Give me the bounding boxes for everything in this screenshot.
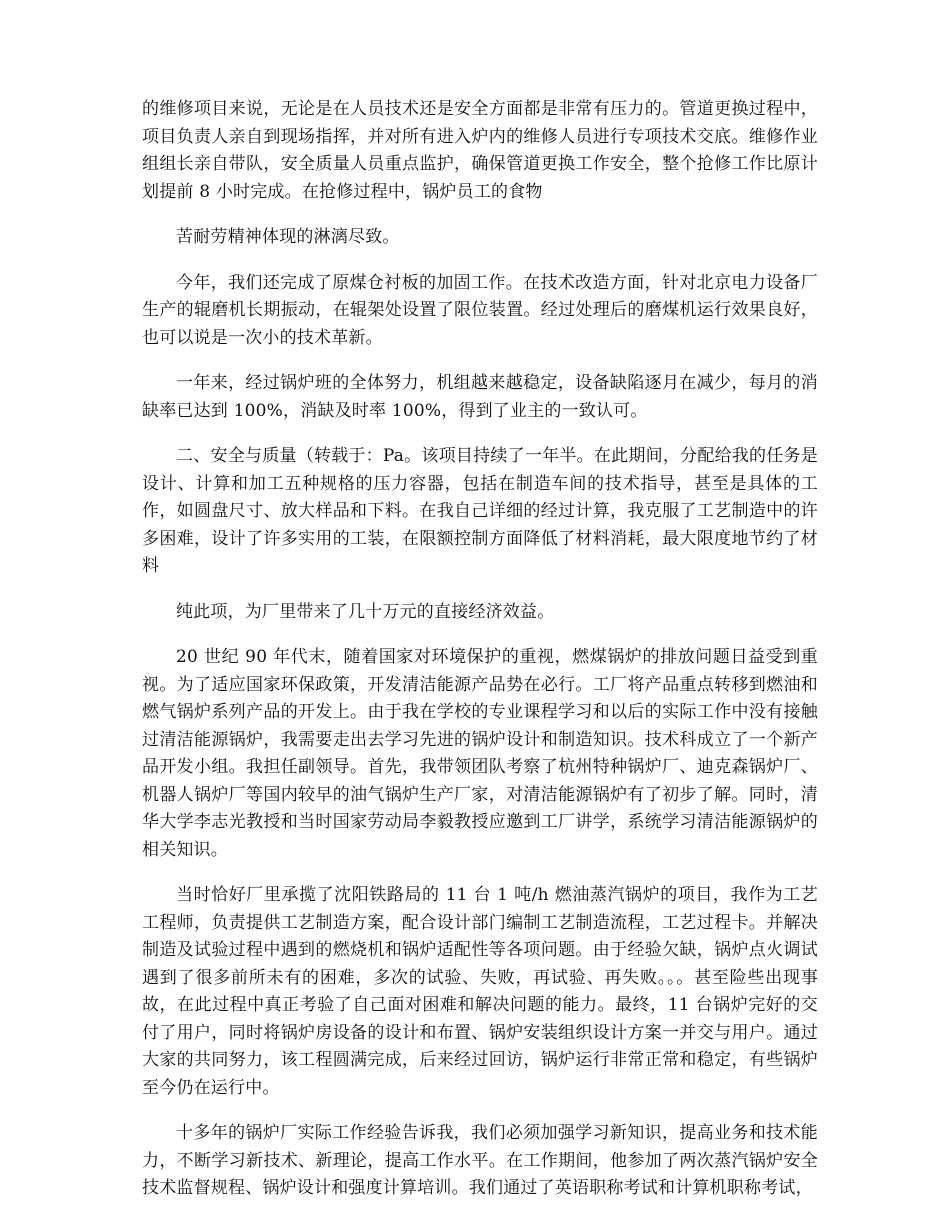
paragraph-safety-quality: 二、安全与质量（转载于：Pa。该项目持续了一年半。在此期间，分配给我的任务是设计、计算和加工五种规格的压力容器，包括在制造车间的技术指导，甚至是具体的工作，如圆盘尺寸、放大样品和下料。在我自己详细的经过计算，我克服了工艺制造中的许多困难，设计了许多实用的工装，在限额控制方面降低了材料消耗，最大限度地节约了材料 (142, 446, 818, 576)
paragraph-maintenance-project: 的维修项目来说，无论是在人员技术还是安全方面都是非常有压力的。管道更换过程中，项目负责人亲自到现场指挥，并对所有进入炉内的维修人员进行专项技术交底。维修作业组组长亲自带队，安全质量人员重点监护，确保管道更换工作安全，整个抢修工作比原计划提前 8 小时完成。在抢修过程中，锅炉员工的食物 (142, 99, 818, 202)
paragraph-coal-bunker-reinforcement: 今年，我们还完成了原煤仓衬板的加固工作。在技术改造方面，针对北京电力设备厂生产的辊磨机长期振动，在辊架处设置了限位装置。经过处理后的磨煤机运行效果良好，也可以说是一次小的技术革新。 (142, 272, 818, 348)
paragraph-hardworking-spirit: 苦耐劳精神体现的淋漓尽致。 (176, 227, 400, 247)
paragraph-economic-benefit: 纯此项，为厂里带来了几十万元的直接经济效益。 (176, 601, 555, 622)
paragraph-clean-energy-boilers: 20 世纪 90 年代末，随着国家对环境保护的重视，燃煤锅炉的排放问题日益受到重视。为了适应国家环保政策，开发清洁能源产品势在必行。工厂将产品重点转移到燃油和燃气锅炉系列产品的开发上。由于我在学校的专业课程学习和以后的实际工作中没有接触过清洁能源锅炉，我需要走出去学习先进的锅炉设计和制造知识。技术科成立了一个新产品开发小组。我担任副领导。首先，我带领团队考察了杭州特种锅炉厂、迪克森锅炉厂、机器人锅炉厂等国内较早的油气锅炉生产厂家，对清洁能源锅炉有了初步了解。同时，清华大学李志光教授和当时国家劳动局李毅教授应邀到工厂讲学，系统学习清洁能源锅炉的相关知识。 (142, 647, 818, 860)
paragraph-work-experience: 十多年的锅炉厂实际工作经验告诉我，我们必须加强学习新知识，提高业务和技术能力，不断学习新技术、新理论，提高工作水平。在工作期间，他参加了两次蒸汽锅炉安全技术监督规程、锅炉设计和强度计算培训。我们通过了英语职称考试和计算机职称考试， (142, 1123, 818, 1198)
paragraph-unit-stability: 一年来，经过锅炉班的全体努力，机组越来越稳定，设备缺陷逐月在减少，每月的消缺率已达到 100%，消缺及时率 100%，得到了业主的一致认可。 (142, 373, 818, 421)
paragraph-railway-boiler-project: 当时恰好厂里承揽了沈阳铁路局的 11 台 1 吨/h 燃油蒸汽锅炉的项目，我作为工艺工程师，负责提供工艺制造方案，配合设计部门编制工艺制造流程，工艺过程卡。并解决制造及试验过程中遇到的燃烧机和锅炉适配性等各项问题。由于经验欠缺，锅炉点火调试遇到了很多前所未有的困难，多次的试验、失败，再试验、再失败。。。甚至险些出现事故，在此过程中真正考验了自己面对困难和解决问题的能力。最终，11 台锅炉完好的交付了用户，同时将锅炉房设备的设计和布置、锅炉安装组织设计方案一并交与用户。通过大家的共同努力，该工程圆满完成，后来经过回访，锅炉运行非常正常和稳定，有些锅炉至今仍在运行中。 (142, 885, 818, 1098)
document-page (142, 96, 818, 1221)
